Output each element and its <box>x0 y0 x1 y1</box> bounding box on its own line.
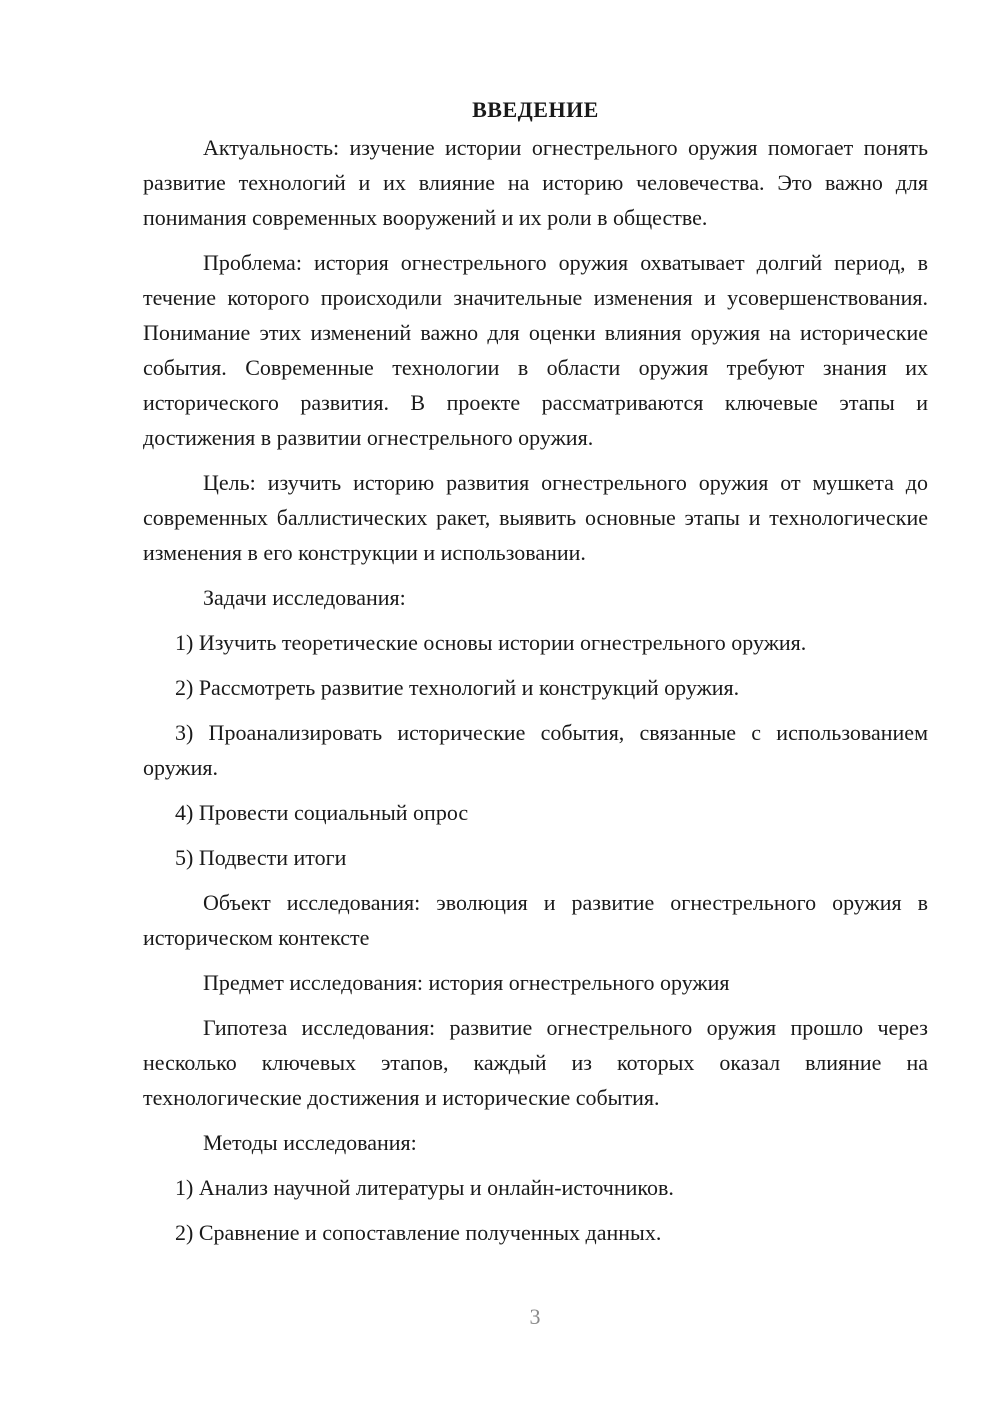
paragraph-problem: Проблема: история огнестрельного оружия охватывает долгий период, в течение которого происходили значительные изменения и усовершенствования. Понимание этих изменений важно для оценки влияния оружия на исторические события. Современные технологии в области оружия требуют знания их исторического развития. В проекте рассматриваются ключевые этапы и достижения в развитии огнестрельного оружия. <box>143 250 928 450</box>
methods-heading: Методы исследования: <box>203 1130 417 1155</box>
method-item: 2) Сравнение и сопоставление полученных данных. <box>175 1220 662 1245</box>
document-page <box>143 92 928 1260</box>
task-item: 3) Проанализировать исторические события, связанные с использованием оружия. <box>143 720 928 780</box>
paragraph-goal: Цель: изучить историю развития огнестрельного оружия от мушкета до современных баллистических ракет, выявить основные этапы и технологические изменения в его конструкции и использовании. <box>143 470 928 565</box>
tasks-heading: Задачи исследования: <box>203 585 406 610</box>
task-item: 2) Рассмотреть развитие технологий и конструкций оружия. <box>175 675 740 700</box>
paragraph-hypothesis: Гипотеза исследования: развитие огнестрельного оружия прошло через несколько ключевых этапов, каждый из которых оказал влияние на технологические достижения и исторические события. <box>143 1015 928 1110</box>
page-title: ВВЕДЕНИЕ <box>472 97 599 122</box>
paragraph-relevance: Актуальность: изучение истории огнестрельного оружия помогает понять развитие технологий и их влияние на историю человечества. Это важно для понимания современных вооружений и их роли в обществе. <box>143 135 928 230</box>
task-item: 5) Подвести итоги <box>175 845 347 870</box>
paragraph-subject: Предмет исследования: история огнестрельного оружия <box>203 970 730 995</box>
method-item: 1) Анализ научной литературы и онлайн-источников. <box>175 1175 674 1200</box>
task-item: 4) Провести социальный опрос <box>175 800 469 825</box>
paragraph-object: Объект исследования: эволюция и развитие огнестрельного оружия в историческом контексте <box>143 890 928 950</box>
page-number: 3 <box>529 1304 541 1329</box>
task-item: 1) Изучить теоретические основы истории огнестрельного оружия. <box>175 630 807 655</box>
